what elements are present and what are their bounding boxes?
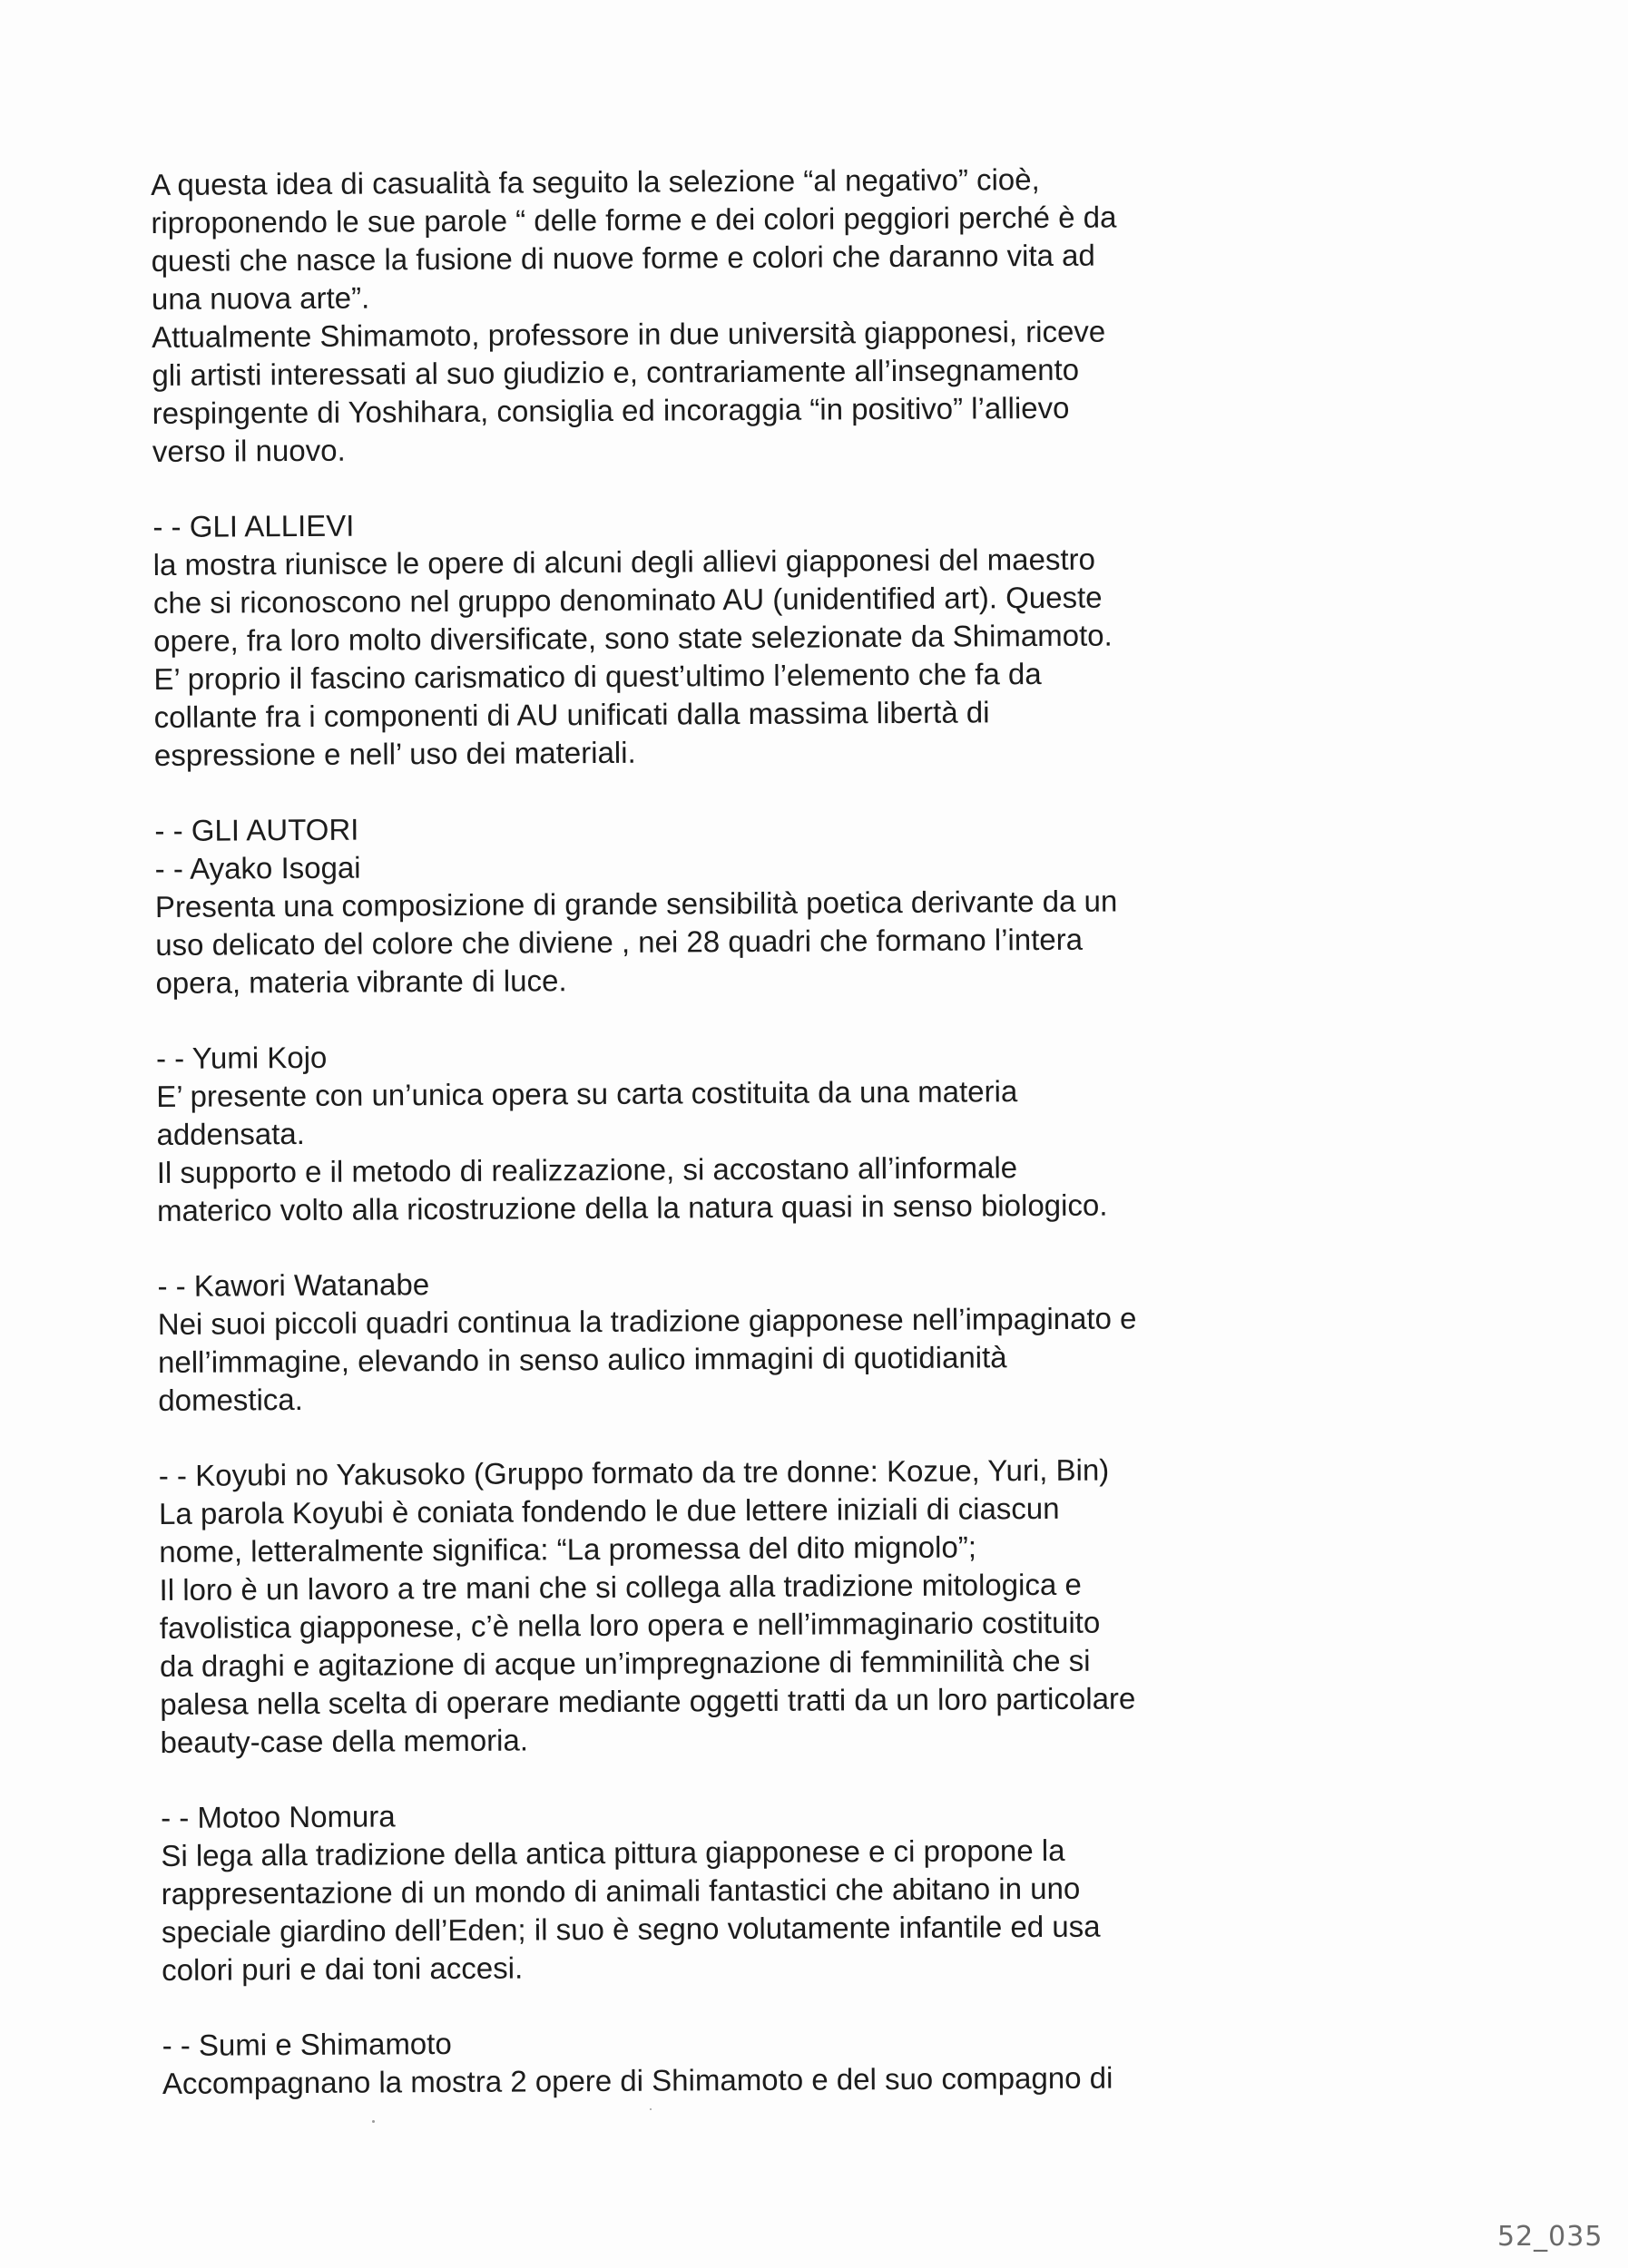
scan-speck — [650, 2108, 652, 2110]
text-line: nome, letteralmente significa: “La promessa del dito mignolo”; — [159, 1530, 977, 1569]
text-line: - - Sumi e Shimamoto — [162, 2027, 452, 2062]
paragraph — [159, 1451, 1250, 1762]
text-line: da draghi e agitazione di acque un’impregnazione di femminilità che si — [159, 1643, 1091, 1683]
text-line: beauty-case della memoria. — [160, 1723, 529, 1759]
text-line: Presenta una composizione di grande sensibilità poetica derivante da un — [154, 884, 1118, 924]
text-line: E’ presente con un’unica opera su carta costituita da una materia — [156, 1074, 1018, 1113]
paragraph — [151, 160, 1241, 471]
text-line: riproponendo le sue parole “ delle forme e dei colori peggiori perché è da — [151, 200, 1117, 240]
paragraph-gap — [154, 768, 1243, 812]
scan-speck — [372, 2120, 375, 2123]
text-line: favolistica giapponese, c’è nella loro opera e nell’immaginario costituito — [159, 1605, 1101, 1645]
text-line: collante fra i componenti di AU unificati dalla massima libertà di — [153, 695, 990, 734]
text-line: - - GLI ALLIEVI — [152, 508, 355, 543]
paragraph-gap — [162, 1983, 1250, 2027]
text-line: che si riconoscono nel gruppo denominato AU (unidentified art). Queste — [152, 580, 1103, 620]
text-line: - - Koyubi no Yakusoko (Gruppo formato da tre donne: Kozue, Yuri, Bin) — [158, 1452, 1110, 1492]
paragraph — [162, 2020, 1251, 2103]
text-line: respingente di Yoshihara, consiglia ed incoraggia “in positivo” l’allievo — [152, 390, 1070, 430]
text-line: nell’immagine, elevando in senso aulico immagini di quotidianità — [157, 1340, 1007, 1379]
paragraph — [156, 1033, 1246, 1230]
text-line: opere, fra loro molto diversificate, sono state selezionate da Shimamoto. — [153, 618, 1113, 658]
text-line: Si lega alla tradizione della antica pittura giapponese e ci propone la — [161, 1833, 1065, 1872]
text-line: verso il nuovo. — [152, 433, 346, 468]
text-line: addensata. — [156, 1116, 305, 1151]
text-line: - - Kawori Watanabe — [157, 1267, 430, 1303]
text-line: Il supporto e il metodo di realizzazione, si accostano all’informale — [156, 1150, 1018, 1189]
text-line: la mostra riunisce le opere di alcuni degli allievi giapponesi del maestro — [152, 542, 1096, 582]
document-body — [151, 160, 1251, 2103]
paragraph-gap — [161, 1755, 1250, 1799]
text-line: gli artisti interessati al suo giudizio e, contrariamente all’insegnamento — [152, 352, 1080, 392]
text-line: opera, materia vibrante di luce. — [155, 963, 567, 1000]
text-line: A questa idea di casualità fa seguito la selezione “al negativo” cioè, — [151, 162, 1040, 201]
text-line: - - GLI AUTORI — [154, 812, 359, 847]
text-line: speciale giardino dell’Eden; il suo è segno volutamente infantile ed usa — [161, 1909, 1101, 1949]
text-line: Accompagnano la mostra 2 opere di Shimamoto e del suo compagno di — [162, 2060, 1113, 2100]
paragraph — [154, 806, 1244, 1002]
text-line: E’ proprio il fascino carismatico di quest’ultimo l’elemento che fa da — [153, 657, 1042, 696]
text-line: Nei suoi piccoli quadri continua la tradizione giapponese nell’impaginato e — [157, 1301, 1137, 1341]
paragraph-gap — [156, 996, 1245, 1040]
text-line: domestica. — [158, 1383, 303, 1417]
text-line: rappresentazione di un mondo di animali fantastici che abitano in uno — [161, 1871, 1081, 1911]
paragraph-gap — [157, 1224, 1246, 1267]
paragraph — [161, 1793, 1250, 1989]
archive-number: 52_035 — [1497, 2221, 1603, 2253]
paragraph — [152, 502, 1243, 775]
text-line: espressione e nell’ uso dei materiali. — [153, 735, 636, 772]
text-line: Attualmente Shimamoto, professore in due università giapponesi, riceve — [152, 314, 1106, 354]
paragraph — [157, 1261, 1247, 1420]
text-line: La parola Koyubi è coniata fondendo le due lettere iniziali di ciascun — [158, 1491, 1060, 1530]
text-line: - - Ayako Isogai — [154, 850, 361, 885]
text-line: questi che nasce la fusione di nuove forme e colori che daranno vita ad — [151, 238, 1095, 278]
text-line: materico volto alla ricostruzione della la natura quasi in senso biologico. — [156, 1188, 1108, 1227]
text-line: una nuova arte”. — [151, 280, 370, 316]
text-line: - - Motoo Nomura — [161, 1799, 396, 1834]
text-line: palesa nella scelta di operare mediante oggetti tratti da un loro particolare — [160, 1681, 1136, 1721]
text-line: uso delicato del colore che diviene , nei 28 quadri che formano l’intera — [155, 922, 1084, 962]
paragraph-gap — [158, 1413, 1247, 1457]
paragraph-gap — [152, 464, 1241, 508]
text-line: Il loro è un lavoro a tre mani che si collega alla tradizione mitologica e — [159, 1567, 1082, 1607]
text-line: - - Yumi Kojo — [155, 1040, 328, 1075]
text-line: colori puri e dai toni accesi. — [162, 1950, 524, 1987]
